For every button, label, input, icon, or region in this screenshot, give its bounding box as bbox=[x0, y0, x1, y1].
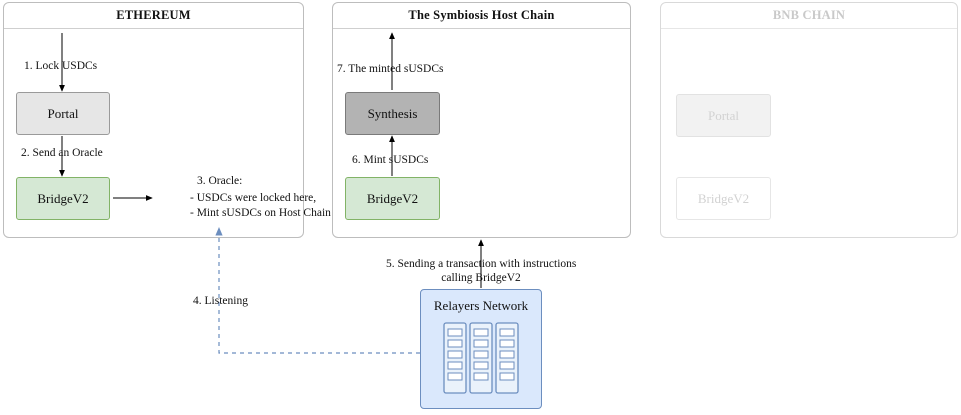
node-symbiosis-bridgev2[interactable] bbox=[345, 177, 440, 220]
label-step-3-line2: - USDCs were locked here, bbox=[190, 192, 317, 204]
node-relayers-network-label: Relayers Network bbox=[433, 298, 529, 313]
label-step-2: 2. Send an Oracle bbox=[21, 147, 103, 159]
label-step-4: 4. Listening bbox=[193, 295, 248, 307]
label-step-3-line1: 3. Oracle: bbox=[197, 175, 243, 187]
label-step-3-line3: - Mint sUSDCs on Host Chain bbox=[190, 207, 331, 219]
node-bnb-portal-label: Portal bbox=[707, 107, 740, 123]
node-symbiosis-synthesis[interactable] bbox=[345, 92, 440, 135]
node-ethereum-bridgev2-label: BridgeV2 bbox=[37, 190, 89, 206]
node-relayers-network[interactable] bbox=[420, 289, 542, 409]
label-step-5-line1: 5. Sending a transaction with instructions bbox=[386, 258, 577, 270]
label-step-5-line2: calling BridgeV2 bbox=[441, 272, 521, 284]
node-bnb-portal[interactable] bbox=[676, 94, 771, 137]
label-step-6: 6. Mint sUSDCs bbox=[352, 154, 429, 166]
node-symbiosis-bridgev2-label: BridgeV2 bbox=[366, 190, 419, 206]
server-rack-icon bbox=[443, 322, 519, 394]
panel-symbiosis-title: The Symbiosis Host Chain bbox=[408, 8, 555, 22]
node-bnb-bridgev2[interactable] bbox=[676, 177, 771, 220]
label-step-7: 7. The minted sUSDCs bbox=[337, 63, 444, 75]
panel-bnb-title: BNB CHAIN bbox=[772, 8, 846, 22]
label-step-1: 1. Lock USDCs bbox=[24, 60, 98, 72]
node-ethereum-portal-label: Portal bbox=[47, 105, 79, 121]
node-ethereum-bridgev2[interactable] bbox=[16, 177, 110, 220]
node-bnb-bridgev2-label: BridgeV2 bbox=[697, 190, 750, 206]
node-ethereum-portal[interactable] bbox=[16, 92, 110, 135]
panel-ethereum-title: ETHEREUM bbox=[116, 8, 191, 22]
node-symbiosis-synthesis-label: Synthesis bbox=[367, 105, 418, 121]
